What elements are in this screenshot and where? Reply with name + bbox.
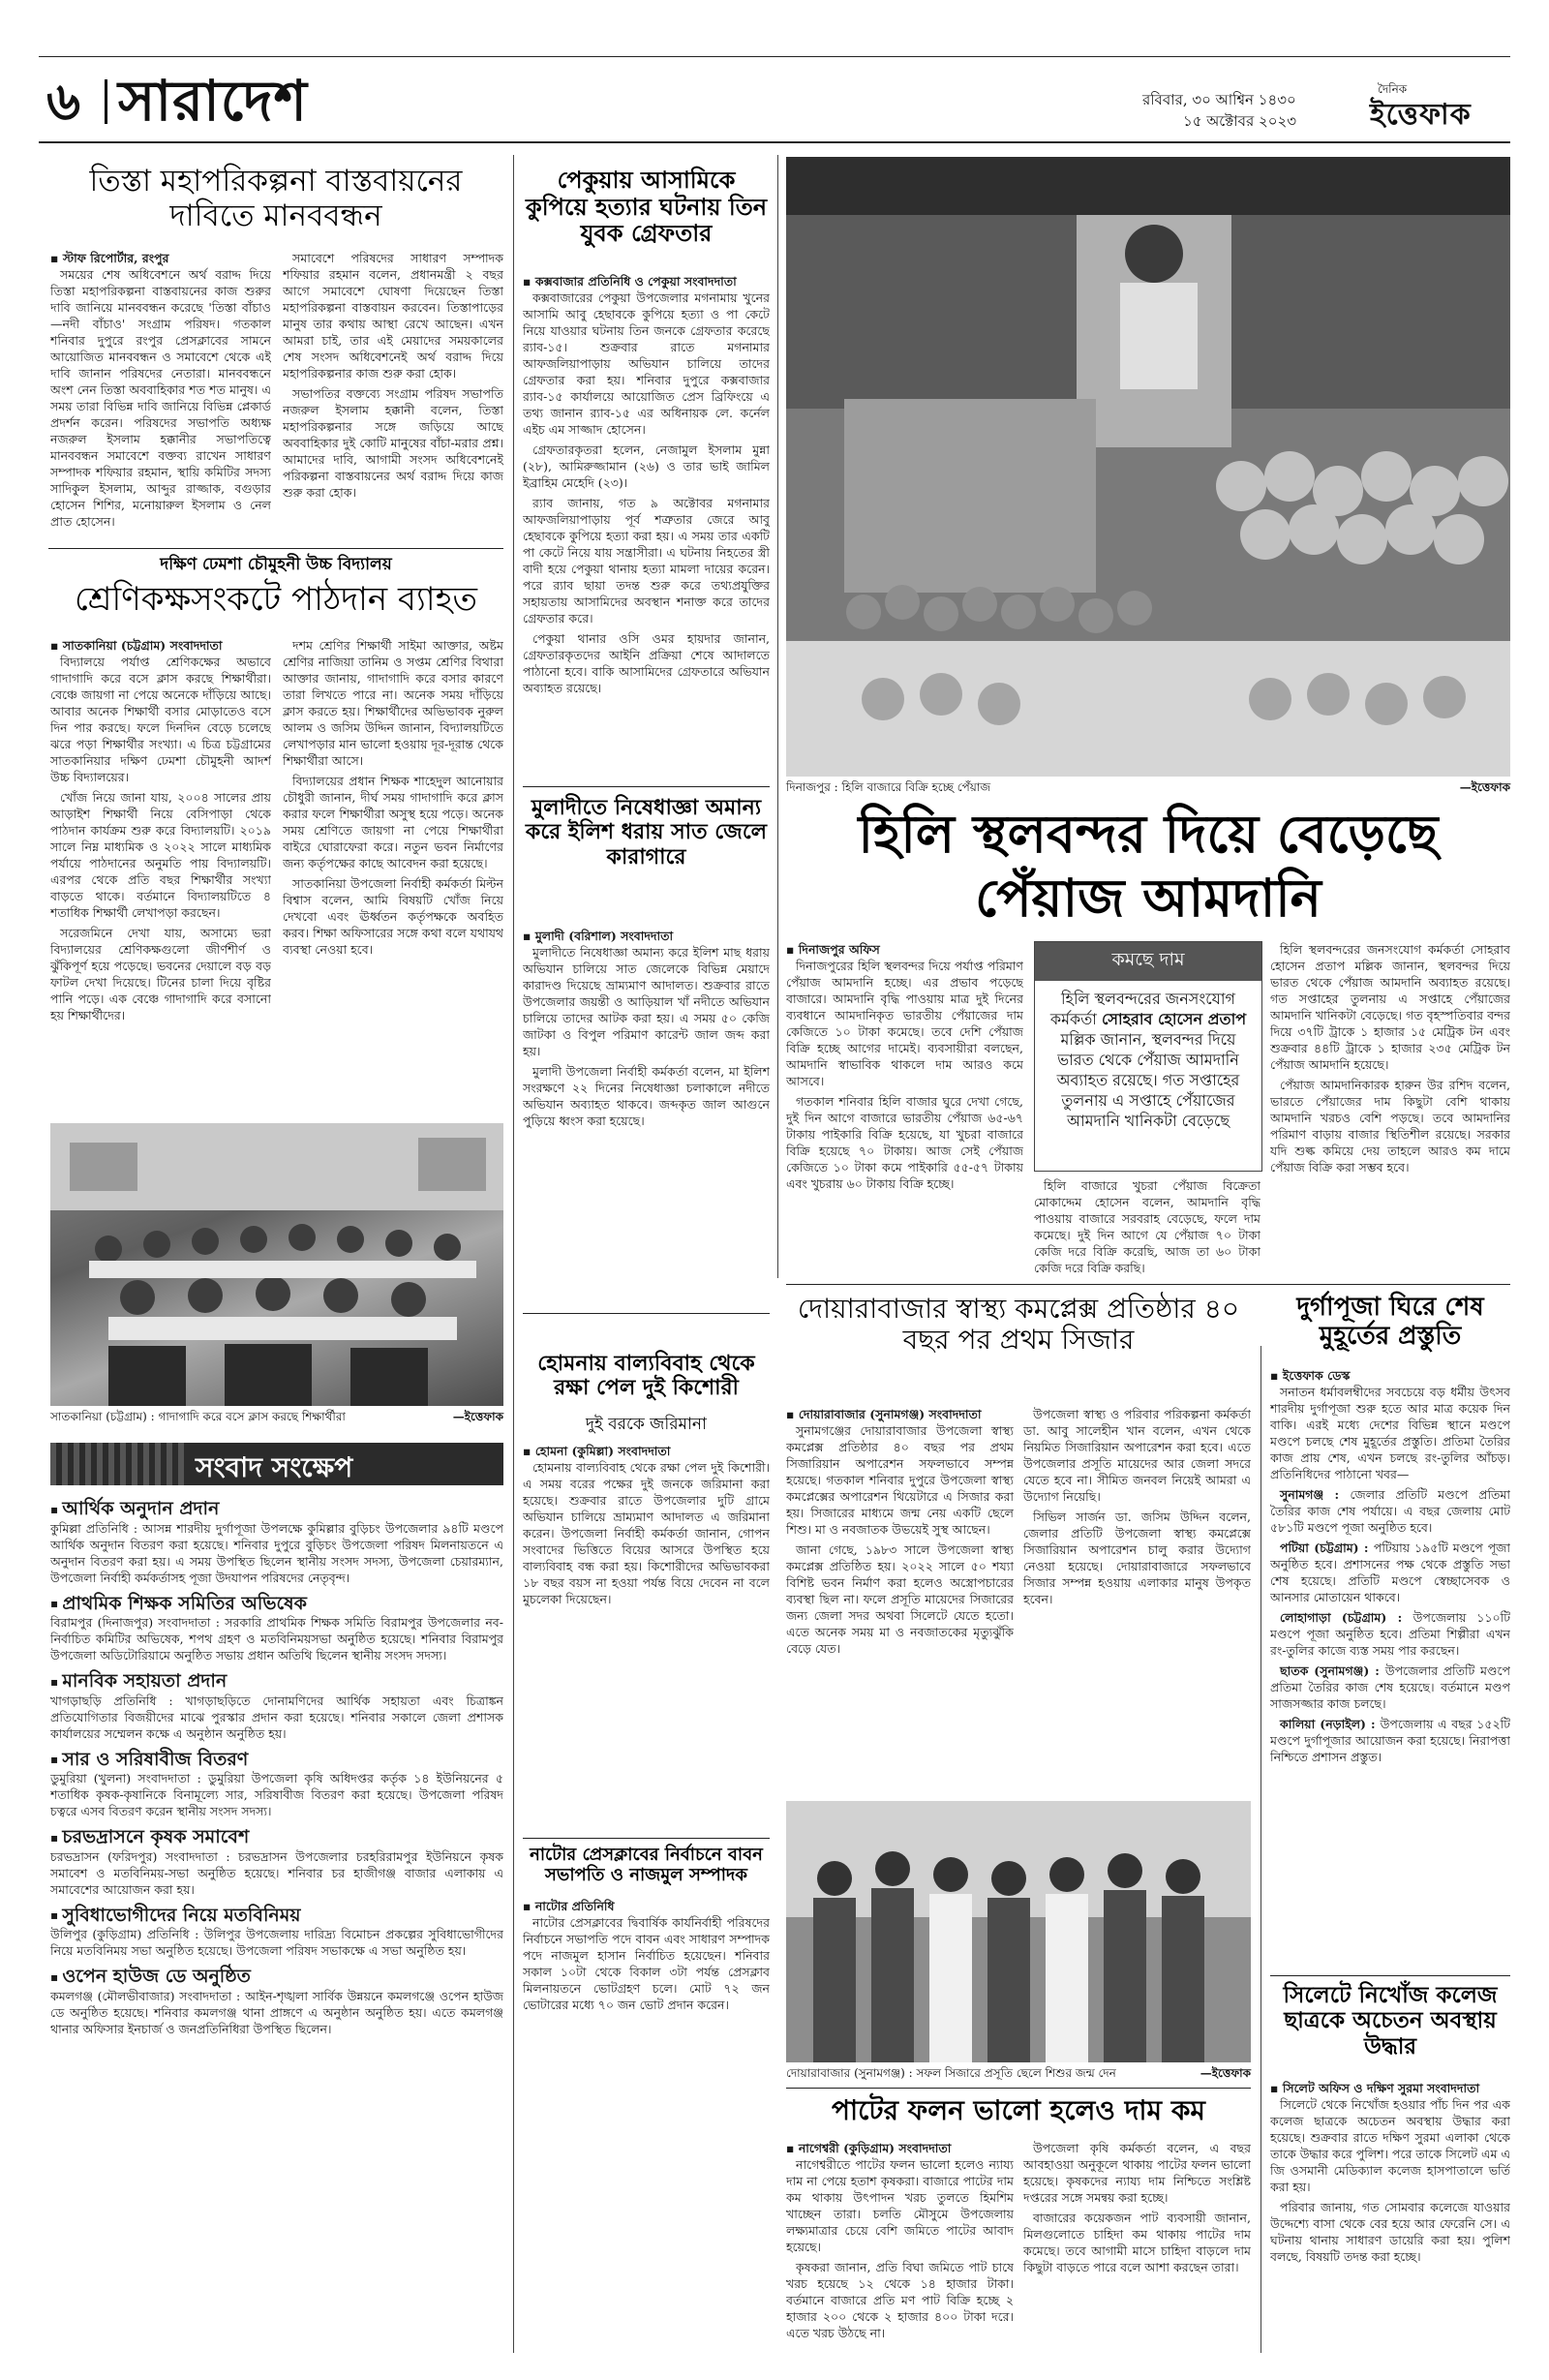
a9-item — [1270, 1540, 1510, 1605]
brief-title: ▪ আর্থিক অনুদান প্রদান — [50, 1501, 503, 1518]
a3-paragraph: কক্সবাজারের পেকুয়া উপজেলার মগনামায় খুনের আসামি আবু হেছাবকে কুপিয়ে হত্যা ও পা কেটে নিয়ে যাওয়ার ঘটনায় তিন জনকে গ্রেফতার করেছে র‍্যাব-১৫। শুক্রবার রাতে মগনামার আফজলিয়াপাড়ায় অভিযান চালিয়ে তাদের গ্রেফতার করা হয়। শনিবার দুপুরে কক্সবাজার র‍্যাব-১৫ কার্যালয়ে আয়োজিত প্রেস ব্রিফিংয়ে এ তথ্য জানান র‍্যাব-১৫ এর অধিনায়ক লে. কর্নেল এইচ এম সাজ্জাদ হোসেন। — [523, 290, 770, 437]
a1-paragraph: সভাপতির বক্তব্যে সংগ্রাম পরিষদ সভাপতি নজরুল ইসলাম হক্কানী বলেন, তিস্তা মহাপরিকল্পনার সঙ্গে জড়িয়ে আছে অববাহিকার দুই কোটি মানুষের বাঁচা-মরার প্রশ্ন। আমাদের দাবি, আগামী সংসদ অধিবেশনেই পরিকল্পনা বাস্তবায়নের অর্থ বরাদ্দ দিয়ে কাজ শুরু করা হোক। — [283, 386, 503, 500]
a8-paragraph: উপজেলা কৃষি কর্মকর্তা বলেন, এ বছর আবহাওয়া অনুকূলে থাকায় পাটের ফলন ভালো হয়েছে। কৃষকদের ন্যায্য দাম নিশ্চিতে সংশ্লিষ্ট দপ্তরের সঙ্গে সমন্বয় করা হচ্ছে। — [1023, 2141, 1251, 2205]
a5-dateline: ▪ হোমনা (কুমিল্লা) সংবাদদাতা — [523, 1444, 671, 1458]
a9-item-text: জেলার প্রতিটি মণ্ডপে প্রতিমা তৈরির কাজ শেষ পর্যায়ে। এ বছর জেলায় মোট ৫৮১টি মণ্ডপে পূজা অনুষ্ঠিত হবে। — [1270, 1487, 1510, 1535]
a8-headline: পাটের ফলন ভালো হলেও দাম কম — [832, 2094, 1205, 2126]
a7-paragraph: উপজেলা স্বাস্থ্য ও পরিবার পরিকল্পনা কর্মকর্তা ডা. আবু সালেহীন খান বলেন, এখন থেকে নিয়মিত সিজারিয়ান অপারেশন করা হবে। এতে উপজেলার প্রসূতি মায়েদের আর জেলা সদরে যেতে হবে না। সীমিত জনবল নিয়েই আমরা এ উদ্যোগ নিয়েছি। — [1023, 1407, 1251, 1504]
a8-top-rule — [786, 2088, 1251, 2089]
a2-body-col2 — [283, 637, 503, 1110]
a3-paragraph: গ্রেফতারকৃতরা হলেন, নেজামুল ইসলাম মুন্না (২৮), আমিরুজ্জামান (২৬) ও তার ভাই জামিল ইব্রাহিম মেহেদি (২৩)। — [523, 442, 770, 490]
onion-caption-text: দিনাজপুর : হিলি বাজারে বিক্রি হচ্ছে পেঁয়াজ — [786, 780, 991, 794]
brief-item — [50, 1592, 503, 1664]
a4-dateline: ▪ মুলাদী (বরিশাল) সংবাদদাতা — [523, 929, 674, 943]
a3-dateline: ▪ কক্সবাজার প্রতিনিধি ও পেকুয়া সংবাদদাতা — [523, 274, 737, 289]
masthead-rule — [39, 141, 1510, 143]
a8-paragraph: নাগেশ্বরীতে পাটের ফলন ভালো হলেও ন্যায্য দাম না পেয়ে হতাশ কৃষকরা। বাজারে পাটের দাম কম থাকায় উৎপাদন খরচ তুলতে হিমশিম খাচ্ছেন তারা। চলতি মৌসুমে উপজেলায় লক্ষ্যমাত্রার চেয়ে বেশি জমিতে পাটের আবাদ হয়েছে। — [786, 2157, 1014, 2254]
lead-paragraph: গতকাল শনিবার হিলি বাজার ঘুরে দেখা গেছে, দুই দিন আগে বাজারে ভারতীয় পেঁয়াজ ৬৫-৬৭ টাকায় পাইকারি বিক্রি হয়েছে, যা খুচরা বাজারে বিক্রি হয়েছে ৭০ টাকায়। আজ সেই পেঁয়াজ কেজিতে ১০ টাকা কমে পাইকারি ৫৫-৫৭ টাকায় এবং খুচরায় ৬০ টাকায় বিক্রি হচ্ছে। — [786, 1094, 1023, 1191]
pull-quote-text — [1035, 981, 1261, 1139]
brief-title: ▪ সার ও সরিষাবীজ বিতরণ — [50, 1752, 503, 1769]
a10-dateline: ▪ সিলেট অফিস ও দক্ষিণ সুরমা সংবাদদাতা — [1270, 2081, 1480, 2095]
a4-paragraph: মুলাদীতে নিষেধাজ্ঞা অমান্য করে ইলিশ মাছ ধরায় অভিযান চালিয়ে সাত জেলেকে বিভিন্ন মেয়াদে কারাদণ্ড দিয়েছে ভ্রাম্যমাণ আদালত। শুক্রবার রাতে উপজেলার জয়ন্তী ও আড়িয়াল খাঁ নদীতে অভিযান চালিয়ে তাদের আটক করা হয়। এ সময় ৫০ কেজি জাটকা ও বিপুল পরিমাণ কারেন্ট জাল জব্দ করা হয়। — [523, 945, 770, 1058]
brief-text: কমলগঞ্জ (মৌলভীবাজার) সংবাদদাতা : আইন-শৃঙ্খলা সার্বিক উন্নয়নে কমলগঞ্জে ওপেন হাউজ ডে অনুষ্ঠিত হয়েছে। শনিবার কমলগঞ্জ থানা প্রাঙ্গণে এ অনুষ্ঠান অনুষ্ঠিত হয়। এতে কমলগঞ্জ থানার অফিসার ইনচার্জ ও জনপ্রতিনিধিরা উপস্থিত ছিলেন। — [50, 1988, 503, 2036]
brief-item — [50, 1748, 503, 1820]
a7-paragraph: সিভিল সার্জন ডা. জসিম উদ্দিন বলেন, জেলার প্রতিটি উপজেলা স্বাস্থ্য কমপ্লেক্সে সিজারিয়ান অপারেশন চালু করার উদ্যোগ নেওয়া হয়েছে। দোয়ারাবাজারে সফলভাবে সিজার সম্পন্ন হওয়ায় এলাকার মানুষ উপকৃত হবেন। — [1023, 1510, 1251, 1606]
paper-logo-small: দৈনিক — [1378, 82, 1408, 96]
hospital-team-photo — [786, 1801, 1251, 2062]
a7-dateline: ▪ দোয়ারাবাজার (সুনামগঞ্জ) সংবাদদাতা — [786, 1407, 982, 1421]
brief-text: খাগড়াছড়ি প্রতিনিধি : খাগড়াছড়িতে দোনামণিদের আর্থিক সহায়তা এবং চিত্রাঙ্কন প্রতিযোগিতার বিজয়ীদের মাঝে পুরস্কার প্রদান করা হয়েছে। শনিবার সকালে জেলা প্রশাসক কার্যালয়ের সম্মেলন কক্ষে এ অনুষ্ঠান অনুষ্ঠিত হয়। — [50, 1693, 503, 1741]
a1-dateline: ▪ স্টাফ রিপোর্টার, রংপুর — [50, 251, 169, 265]
briefs-band-title: সংবাদ সংক্ষেপ — [196, 1451, 353, 1483]
a9-item — [1270, 1663, 1510, 1712]
lead-body — [786, 941, 1023, 1276]
a9-item-head: লোহাগাড়া (চট্টগ্রাম) : — [1280, 1610, 1413, 1625]
a2-paragraph: বিদ্যালয়ে পর্যাপ্ত শ্রেণিকক্ষের অভাবে গাদাগাদি করে বসে ক্লাস করছে শিক্ষার্থীরা। বেঞ্চে জায়গা না পেয়ে অনেকে দাঁড়িয়ে আছে। আবার অনেক শিক্ষার্থী বসার মোড়াতেও বসে দিন পার করছে। ফলে দিনদিন বেড়ে চলেছে ঝরে পড়া শিক্ষার্থীর সংখ্যা। এ চিত্র চট্টগ্রামের সাতকানিয়ার দক্ষিণ ঢেমশা চৌমুহনী আদর্শ উচ্চ বিদ্যালয়ের। — [50, 655, 271, 784]
a1-body-col2 — [283, 250, 503, 540]
brief-item — [50, 1904, 503, 1960]
column-rule-3 — [1260, 1346, 1261, 2353]
brief-item — [50, 1498, 503, 1586]
a9-item-text: পটিয়ায় ১৯৫টি মণ্ডপে পূজা অনুষ্ঠিত হবে। প্রশাসনের পক্ষ থেকে প্রস্তুতি সভা শেষ হয়েছে। প্রতিটি মণ্ডপে স্বেচ্ছাসেবক ও আনসার মোতায়েন থাকবে। — [1270, 1541, 1510, 1604]
brief-item — [50, 1670, 503, 1742]
brief-text: উলিপুর (কুড়িগ্রাম) প্রতিনিধি : উলিপুর উপজেলায় দারিদ্র্য বিমোচন প্রকল্পের সুবিধাভোগীদের নিয়ে মতবিনিময় সভা অনুষ্ঠিত হয়েছে। উপজেলা পরিষদ সভাকক্ষে এ সভা অনুষ্ঠিত হয়। — [50, 1927, 503, 1958]
a8-body-col2 — [1023, 2140, 1251, 2355]
a1-bottom-rule — [48, 548, 503, 549]
a10-paragraph: সিলেটে থেকে নিখোঁজ হওয়ার পাঁচ দিন পর এক কলেজ ছাত্রকে অচেতন অবস্থায় উদ্ধার করা হয়েছে। শুক্রবার রাতে দক্ষিণ সুরমা এলাকা থেকে তাকে উদ্ধার করে পুলিশ। পরে তাকে সিলেট এম এ জি ওসমানী মেডিক্যাল কলেজ হাসপাতালে ভর্তি করা হয়। — [1270, 2097, 1510, 2194]
a3-bottom-rule — [523, 786, 770, 787]
a4-paragraph: মুলাদী উপজেলা নির্বাহী কর্মকর্তা বলেন, মা ইলিশ সংরক্ষণে ২২ দিনের নিষেধাজ্ঞা চলাকালে নদীতে অভিযান অব্যাহত থাকবে। জব্দকৃত জাল আগুনে পুড়িয়ে ধ্বংস করা হয়েছে। — [523, 1064, 770, 1128]
a9-bottom-rule — [1270, 1975, 1510, 1976]
masthead-divider — [105, 79, 107, 124]
pull-quote — [1034, 941, 1262, 1172]
a5-body — [523, 1443, 770, 1830]
page-number: ৬ — [46, 70, 81, 132]
a2-headline: শ্রেণিকক্ষসংকটে পাঠদান ব্যাহত — [75, 580, 477, 619]
a1-paragraph: সমাবেশে পরিষদের সাধারণ সম্পাদক শফিয়ার রহমান বলেন, প্রধানমন্ত্রী ২ বছর আগে সমাবেশে ঘোষণা দিয়েছেন তিস্তা মহাপরিকল্পনা বাস্তবায়ন করবেন। তিস্তাপাড়ের মানুষ তার কথায় আস্থা রেখে আছেন। এখন আমরা চাই, তার এই মেয়াদের সময়কালের শেষ সংসদ অধিবেশনেই অর্থ বরাদ্দ দিয়ে মহাপরিকল্পনার কাজ শুরু করা হোক। — [283, 251, 503, 381]
a1-paragraph: সময়ের শেষ অধিবেশনে অর্থ বরাদ্দ দিয়ে তিস্তা মহাপরিকল্পনা বাস্তবায়নের কাজ শুরুর দাবি জানিয়ে মানববন্ধন করেছে 'তিস্তা বাঁচাও—নদী বাঁচাও' সংগ্রাম পরিষদ। গতকাল শনিবার দুপুরে রংপুর প্রেসক্লাবের সামনে আয়োজিত মানববন্ধন ও সমাবেশে থেকে এই দাবি জানান পরিষদের নেতারা। মানববন্ধনে অংশ নেন তিস্তা অববাহিকার শত শত মানুষ। এ সময় তারা বিভিন্ন দাবি জানিয়ে বিভিন্ন প্লেকার্ড প্রদর্শন করেন। পরিষদের সভাপতি অধ্যক্ষ নজরুল ইসলাম হক্কানীর সভাপতিত্বে মানববন্ধন সমাবেশে বক্তব্য রাখেন সাধারণ সম্পাদক শফিয়ার রহমান, স্থায়ি কমিটির সদস্য সাদিকুল ইসলাম, আব্দুর রাজ্জাক, বগুড়ার হোসেন শিশির, মনোয়ারুল ইসলাম ও নেল প্রাত হোসেন। — [50, 267, 271, 529]
a3-headline: পেকুয়ায় আসামিকে কুপিয়ে হত্যার ঘটনায় তিন যুবক গ্রেফতার — [525, 166, 768, 248]
a2-kicker: দক্ষিণ ঢেমশা চৌমুহনী উচ্চ বিদ্যালয় — [160, 555, 392, 574]
classroom-illustration — [50, 1123, 503, 1406]
team-caption — [786, 2066, 1251, 2081]
classroom-photo — [50, 1123, 503, 1406]
onion-caption — [786, 780, 1510, 795]
a2-body — [50, 637, 271, 1110]
a7-body — [786, 1406, 1014, 1795]
onion-market-illustration — [786, 157, 1510, 777]
column-rule-1 — [513, 155, 514, 2353]
a2-dateline: ▪ সাতকানিয়া (চট্টগ্রাম) সংবাদদাতা — [50, 638, 223, 653]
a7-paragraph: সুনামগঞ্জের দোয়ারাবাজার উপজেলা স্বাস্থ্য কমপ্লেক্স প্রতিষ্ঠার ৪০ বছর পর প্রথম সিজারিয়ান অপারেশন সফলভাবে সম্পন্ন হয়েছে। গতকাল শনিবার দুপুরে উপজেলা স্বাস্থ্য কমপ্লেক্সের অপারেশন থিয়েটারে এ সিজার করা হয়। সিজারের মাধ্যমে জন্ম নেয় একটি ছেলে শিশু। মা ও নবজাতক উভয়েই সুস্থ আছেন। — [786, 1423, 1014, 1537]
lead-paragraph: হিলি বাজারে খুচরা পেঁয়াজ বিক্রেতা মোকাদ্দেম হোসেন বলেন, আমদানি বৃদ্ধি পাওয়ায় বাজারে সরবরাহ বেড়েছে, ফলে দাম কমেছে। দুই দিন আগে যে পেঁয়াজ ৭০ টাকা কেজি দরে বিক্রি করেছি, আজ তা ৬০ টাকা কেজি দরে বিক্রি করছি। — [1034, 1178, 1260, 1275]
pull-quote-bold: সোহরাব হোসেন প্রতাপ — [1101, 1010, 1247, 1028]
a3-paragraph: পেকুয়া থানার ওসি ওমর হায়দার জানান, গ্রেফতারকৃতদের আইনি প্রক্রিয়া শেষে আদালতে পাঠানো হবে। বাকি আসামিদের গ্রেফতারে অভিযান অব্যাহত রয়েছে। — [523, 631, 770, 695]
brief-title: ▪ ওপেন হাউজ ডে অনুষ্ঠিত — [50, 1968, 503, 1986]
lead-paragraph: দিনাজপুরের হিলি স্থলবন্দর দিয়ে পর্যাপ্ত পরিমাণ পেঁয়াজ আমদানি হচ্ছে। এর প্রভাব পড়েছে বাজারে। আমদানি বৃদ্ধি পাওয়ায় মাত্র দুই দিনের ব্যবধানে আমদানিকৃত ভারতীয় পেঁয়াজের দাম কেজিতে ১০ টাকা কমেছে। তবে দেশি পেঁয়াজ বিক্রি হচ্ছে আগের দামেই। ব্যবসায়ীরা বলছেন, আমদানি স্বাভাবিক থাকলে দাম আরও কমে আসবে। — [786, 959, 1023, 1088]
a8-dateline: ▪ নাগেশ্বরী (কুড়িগ্রাম) সংবাদদাতা — [786, 2141, 952, 2155]
a2-paragraph: সাতকানিয়া উপজেলা নির্বাহী কর্মকর্তা মিল্টন বিশ্বাস বলেন, আমি বিষয়টি খোঁজ নিয়ে দেখবো এবং ঊর্ধ্বতন কর্তৃপক্ষকে অবহিত করব। শিক্ষা অফিসারের সঙ্গে কথা বলে যথাযথ ব্যবস্থা নেওয়া হবে। — [283, 876, 503, 957]
a2-paragraph: খোঁজ নিয়ে জানা যায়, ২০০৪ সালের প্রায় আড়াইশ শিক্ষার্থী নিয়ে বেসিপাড়া থেকে পাঠদান কার্যক্রম শুরু করে বিদ্যালয়টি। ২০১৯ সালে নিম্ন মাধ্যমিক ও ২০২২ সালে মাধ্যমিক পর্যায়ে পাঠদানের অনুমতি পায় বিদ্যালয়টি। এরপর থেকে প্রতি বছর শিক্ষার্থীর সংখ্যা বাড়তে থাকে। বর্তমানে বিদ্যালয়টিতে ৪ শতাধিক শিক্ষার্থী লেখাপড়া করছেন। — [50, 790, 271, 920]
masthead-date-bn: রবিবার, ৩০ আশ্বিন ১৪৩০ — [1142, 91, 1296, 108]
brief-title: ▪ চরভদ্রাসনে কৃষক সমাবেশ — [50, 1829, 503, 1846]
brief-text: ডুমুরিয়া (খুলনা) সংবাদদাতা : ডুমুরিয়া উপজেলা কৃষি অধিদপ্তর কর্তৃক ১৪ ইউনিয়নের ৫ শতাধিক কৃষক-কৃষানিকে বিনামূল্যে সার, সরিষাবীজ বিতরণ করা হয়েছে। উপজেলা পরিষদ চত্বরে এসব বিতরণ করেন স্থানীয় সংসদ সদস্য। — [50, 1771, 503, 1818]
a9-body — [1270, 1367, 1510, 1966]
briefs-band-pattern — [50, 1443, 186, 1485]
a10-body — [1270, 2080, 1510, 2355]
briefs-band — [50, 1443, 503, 1485]
a9-item — [1270, 1716, 1510, 1765]
paper-logo — [1370, 81, 1515, 132]
classroom-caption — [50, 1410, 503, 1424]
a5-headline: হোমনায় বাল্যবিবাহ থেকে রক্ষা পেল দুই কিশোরী — [537, 1351, 755, 1401]
team-caption-credit: —ইত্তেফাক — [1200, 2066, 1251, 2080]
a10-paragraph: পরিবার জানায়, গত সোমবার কলেজে যাওয়ার উদ্দেশ্যে বাসা থেকে বের হয়ে আর ফেরেনি সে। এ ঘটনায় থানায় সাধারণ ডায়েরি করা হয়। পুলিশ বলছে, বিষয়টি তদন্ত করা হচ্ছে। — [1270, 2200, 1510, 2264]
a5-paragraph: হোমনায় বাল্যবিবাহ থেকে রক্ষা পেল দুই কিশোরী। এ সময় বরের পক্ষের দুই জনকে জরিমানা করা হয়েছে। শুক্রবার রাতে উপজেলার দুটি গ্রামে অভিযান চালিয়ে ভ্রাম্যমাণ আদালত এ জরিমানা করেন। উপজেলা নির্বাহী কর্মকর্তা জানান, গোপন সংবাদের ভিত্তিতে বিয়ের আসরে উপস্থিত হয়ে বাল্যবিবাহ বন্ধ করা হয়। কিশোরীদের অভিভাবকরা ১৮ বছর বয়স না হওয়া পর্যন্ত বিয়ে দেবেন না বলে মুচলেকা দিয়েছেন। — [523, 1460, 770, 1606]
section-title: সারাদেশ — [118, 68, 308, 134]
a9-item — [1270, 1486, 1510, 1536]
a8-paragraph: কৃষকরা জানান, প্রতি বিঘা জমিতে পাট চাষে খরচ হয়েছে ১২ থেকে ১৪ হাজার টাকা। বর্তমানে বাজারে প্রতি মণ পাট বিক্রি হচ্ছে ২ হাজার ২০০ থেকে ২ হাজার ৪০০ টাকা দরে। এতে খরচ উঠছে না। — [786, 2260, 1014, 2340]
brief-title: ▪ সুবিধাভোগীদের নিয়ে মতবিনিময় — [50, 1907, 503, 1925]
lead-bottom-rule — [786, 1284, 1510, 1285]
a9-item-text: উপজেলার প্রতিটি মণ্ডপে প্রতিমা তৈরির কাজ শেষ হয়েছে। বর্তমানে মণ্ডপ সাজসজ্জার কাজ চলছে। — [1270, 1663, 1510, 1711]
pull-quote-plain: হিলি স্থলবন্দরের জনসংযোগ কর্মকর্তা — [1049, 990, 1236, 1028]
a7-paragraph: জানা গেছে, ১৯৮৩ সালে উপজেলা স্বাস্থ্য কমপ্লেক্স প্রতিষ্ঠিত হয়। ২০২২ সালে ৫০ শয্যা বিশিষ্ট ভবন নির্মাণ করা হলেও অস্ত্রোপচারের ব্যবস্থা ছিল না। ফলে প্রসূতি মায়েদের সিজারের জন্য জেলা সদর অথবা সিলেটে যেতে হতো। এতে অনেক সময় মা ও নবজাতকের মৃত্যুঝুঁকি বেড়ে যেত। — [786, 1542, 1014, 1656]
a4-headline: মুলাদীতে নিষেধাজ্ঞা অমান্য করে ইলিশ ধরায় সাত জেলে কারাগারে — [525, 795, 768, 870]
a1-headline: তিস্তা মহাপরিকল্পনা বাস্তবায়নের দাবিতে মানববন্ধন — [89, 164, 463, 233]
paper-logo-name: ইত্তেফাক — [1370, 98, 1472, 132]
brief-item — [50, 1968, 503, 2037]
brief-text: বিরামপুর (দিনাজপুর) সংবাদদাতা : সরকারি প্রাথমিক শিক্ষক সমিতি বিরামপুর উপজেলার নব-নির্বাচিত কমিটির অভিষেক, শপথ গ্রহণ ও মতবিনিময়সভা অনুষ্ঠিত হয়েছে। শনিবার বিরামপুর উপজেলা অডিটোরিয়ামে অনুষ্ঠিত সভায় প্রধান অতিথি ছিলেন স্থানীয় সংসদ সদস্য। — [50, 1615, 503, 1663]
a6-dateline: ▪ নাটোর প্রতিনিধি — [523, 1899, 615, 1913]
column-rule-2 — [777, 155, 778, 1278]
classroom-caption-text: সাতকানিয়া (চট্টগ্রাম) : গাদাগাদি করে বসে ক্লাস করছে শিক্ষার্থীরা — [50, 1410, 346, 1423]
briefs-list — [50, 1491, 503, 2351]
a9-item — [1270, 1609, 1510, 1659]
lead-body-mid — [1034, 1177, 1260, 1276]
a6-paragraph: নাটোর প্রেসক্লাবের দ্বিবার্ষিক কার্যনির্বাহী পরিষদের নির্বাচনে সভাপতি পদে বাবন এবং সাধারণ সম্পাদক পদে নাজমুল হাসান নির্বাচিত হয়েছেন। শনিবার সকাল ১০টা থেকে বিকাল ৩টা পর্যন্ত প্রেসক্লাব মিলনায়তনে ভোটগ্রহণ চলে। মোট ৭২ জন ভোটারের মধ্যে ৭০ জন ভোট প্রদান করেন। — [523, 1915, 770, 2012]
lead-paragraph: হিলি স্থলবন্দরের জনসংযোগ কর্মকর্তা সোহরাব হোসেন প্রতাপ মল্লিক জানান, স্থলবন্দর দিয়ে ভারত থেকে পেঁয়াজ আমদানি অব্যাহত রয়েছে। গত সপ্তাহের তুলনায় এ সপ্তাহে পেঁয়াজের আমদানি খানিকটা বেড়েছে। গত বৃহস্পতিবার বন্দর দিয়ে ৩৭টি ট্রাকে ১ হাজার ১৫ মেট্রিক টন এবং শুক্রবার ৪৪টি ট্রাকে ১ হাজার ২৩৫ মেট্রিক টন পেঁয়াজ আমদানি হয়েছে। — [1270, 942, 1510, 1072]
brief-text: চরভদ্রাসন (ফরিদপুর) সংবাদদাতা : চরভদ্রাসন উপজেলার চরহরিরামপুর ইউনিয়নে কৃষক সমাবেশ ও মতবিনিময়-সভা অনুষ্ঠিত হয়েছে। শনিবার চর হাজীগঞ্জ বাজার এলাকায় এ সমাবেশের আয়োজন করা হয়। — [50, 1848, 503, 1897]
lead-body-right — [1270, 941, 1510, 1276]
onion-caption-credit: —ইত্তেফাক — [1459, 780, 1510, 794]
a4-bottom-rule — [523, 1313, 770, 1314]
a4-body — [523, 928, 770, 1305]
a9-item-text: উপজেলায় ১১০টি মণ্ডপে পূজা অনুষ্ঠিত হবে। প্রতিমা শিল্পীরা এখন রং-তুলির কাজে ব্যস্ত সময় পার করছেন। — [1270, 1610, 1510, 1658]
a6-body — [523, 1898, 770, 2353]
lead-headline-line1: হিলি স্থলবন্দর দিয়ে বেড়েছে — [858, 803, 1439, 865]
a8-paragraph: বাজারের কয়েকজন পাট ব্যবসায়ী জানান, মিলগুলোতে চাহিদা কম থাকায় পাটের দাম কমেছে। তবে আগামী মাসে চাহিদা বাড়লে দাম কিছুটা বাড়তে পারে বলে আশা করছেন তারা। — [1023, 2211, 1251, 2274]
a5-subhead: দুই বরকে জরিমানা — [586, 1415, 707, 1434]
a3-paragraph: র‍্যাব জানায়, গত ৯ অক্টোবর মগনামার আফজলিয়াপাড়ায় পূর্ব শত্রুতার জেরে আবু হেছাবকে কুপিয়ে হত্যা করা হয়। এ সময় তার একটি পা কেটে নিয়ে যায় সন্ত্রাসীরা। এ ঘটনায় নিহতের স্ত্রী বাদী হয়ে পেকুয়া থানায় হত্যা মামলা দায়ের করেন। পরে র‍্যাব ছায়া তদন্ত শুরু করে তথ্যপ্রযুক্তির সহায়তায় আসামিদের অবস্থান শনাক্ত করে তাদের গ্রেফতার করে। — [523, 496, 770, 626]
a9-paragraph: সনাতন ধর্মাবলম্বীদের সবচেয়ে বড় ধর্মীয় উৎসব শারদীয় দুর্গাপূজা শুরু হতে আর মাত্র কয়েক দিন বাকি। এরই মধ্যে দেশের বিভিন্ন স্থানে মণ্ডপে মণ্ডপে চলছে শেষ মুহূর্তের প্রস্তুতি। প্রতিমা তৈরির কাজ প্রায় শেষ, এখন চলছে রং-তুলির আঁচড়। প্রতিনিধিদের পাঠানো খবর— — [1270, 1385, 1510, 1481]
pull-quote-plain: মল্লিক জানান, স্থলবন্দর দিয়ে ভারত থেকে পেঁয়াজ আমদানি অব্যাহত রয়েছে। গত সপ্তাহের তুলনায় এ সপ্তাহে পেঁয়াজের আমদানি খানিকটা বেড়েছে — [1056, 1030, 1240, 1130]
a2-paragraph: বিদ্যালয়ের প্রধান শিক্ষক শাহেদুল আনোয়ার চৌধুরী জানান, দীর্ঘ সময় গাদাগাদি করে ক্লাস করার ফলে শিক্ষার্থীরা অসুস্থ হয়ে পড়ে। অনেক সময় শ্রেণিতে জায়গা না পেয়ে শিক্ষার্থীরা বাইরে ঘোরাফেরা করে। নতুন ভবন নির্মাণের জন্য কর্তৃপক্ষের কাছে আবেদন করা হয়েছে। — [283, 774, 503, 870]
hospital-team-illustration — [786, 1801, 1251, 2062]
team-caption-text: দোয়ারাবাজার (সুনামগঞ্জ) : সফল সিজারে প্রসূতি ছেলে শিশুর জন্ম দেন — [786, 2066, 1116, 2080]
a10-headline: সিলেটে নিখোঁজ কলেজ ছাত্রকে অচেতন অবস্থায় উদ্ধার — [1283, 1982, 1498, 2060]
onion-photo — [786, 157, 1510, 777]
top-rule — [39, 56, 1510, 57]
pull-quote-title: কমছে দাম — [1035, 942, 1261, 981]
a9-item-text: উপজেলায় এ বছর ১৫২টি মণ্ডপে দুর্গাপূজার আয়োজন করা হয়েছে। নিরাপত্তা নিশ্চিতে প্রশাসন প্রস্তুত। — [1270, 1717, 1510, 1764]
a2-paragraph: সরেজমিনে দেখা যায়, অসাম্যে ভরা বিদ্যালয়ের শ্রেণিকক্ষগুলো জীর্ণশীর্ণ ও ঝুঁকিপূর্ণ হয়ে পড়েছে। ভবনের দেয়ালে বড় বড় ফাটল দেখা দিয়েছে। টিনের চালা দিয়ে বৃষ্টির পানি পড়ে। এক বেঞ্চে গাদাগাদি করে বসানো হয় শিক্ষার্থীদের। — [50, 926, 271, 1022]
brief-text: কুমিল্লা প্রতিনিধি : আসন্ন শারদীয় দুর্গাপূজা উপলক্ষে কুমিল্লার বুড়িচং উপজেলার ৯৪টি মণ্ডপে আর্থিক অনুদান বিতরণ করা হয়েছে। শনিবার দুপুরে বুড়িচং উপজেলা পরিষদ মিলনায়তনে এ অনুদান বিতরণ করা হয়। এ সময় উপস্থিত ছিলেন স্থানীয় সংসদ সদস্য, উপজেলা চেয়ারম্যান, উপজেলা নির্বাহী কর্মকর্তাসহ পূজা উদযাপন পরিষদের নেতৃবৃন্দ। — [50, 1520, 503, 1585]
a1-body — [50, 250, 271, 540]
brief-item — [50, 1826, 503, 1898]
a5-bottom-rule — [523, 1838, 770, 1839]
classroom-caption-credit: —ইত্তেফাক — [452, 1410, 503, 1423]
a9-headline: দুর্গাপূজা ঘিরে শেষ মুহূর্তের প্রস্তুতি — [1296, 1293, 1484, 1351]
a6-headline: নাটোর প্রেসক্লাবের নির্বাচনে বাবন সভাপতি ও নাজমুল সম্পাদক — [530, 1845, 763, 1885]
a9-dateline: ▪ ইত্তেফাক ডেস্ক — [1270, 1368, 1351, 1383]
a2-paragraph: দশম শ্রেণির শিক্ষার্থী সাইমা আক্তার, অষ্টম শ্রেণির নাজিয়া তানিম ও সপ্তম শ্রেণির বিথারা আক্তার জানায়, গাদাগাদি করে বসার কারণে তারা লিখতে পারে না। অনেক সময় দাঁড়িয়ে ক্লাস করতে হয়। শিক্ষার্থীদের অভিভাবক নুরুল আলম ও জসিম উদ্দিন জানান, বিদ্যালয়টিতে লেখাপড়ার মান ভালো হওয়ায় দূর-দূরান্ত থেকে শিক্ষার্থীরা আসে। — [283, 638, 503, 768]
a8-body — [786, 2140, 1014, 2355]
a9-item-head: সুনামগঞ্জ : — [1280, 1487, 1351, 1502]
lead-paragraph: পেঁয়াজ আমদানিকারক হারুন উর রশিদ বলেন, ভারতে পেঁয়াজের দাম কিছুটা বেশি থাকায় আমদানি খরচও বেশি পড়ছে। তবে আমদানির পরিমাণ বাড়ায় বাজার স্থিতিশীল রয়েছে। সরকার যদি শুল্ক কমিয়ে দেয় তাহলে আরও কম দামে পেঁয়াজ বিক্রি করা সম্ভব হবে। — [1270, 1078, 1510, 1175]
a3-body — [523, 273, 770, 777]
a9-item-head: কালিয়া (নড়াইল) : — [1280, 1717, 1381, 1731]
a7-headline: দোয়ারাবাজার স্বাস্থ্য কমপ্লেক্স প্রতিষ্ঠার ৪০ বছর পর প্রথম সিজার — [797, 1293, 1240, 1357]
a7-body-col2 — [1023, 1406, 1251, 1795]
lead-dateline: ▪ দিনাজপুর অফিস — [786, 942, 880, 957]
brief-title: ▪ মানবিক সহায়তা প্রদান — [50, 1673, 503, 1691]
brief-title: ▪ প্রাথমিক শিক্ষক সমিতির অভিষেক — [50, 1596, 503, 1613]
lead-headline-line2: পেঁয়াজ আমদানি — [975, 867, 1321, 929]
a9-item-head: পটিয়া (চট্টগ্রাম) : — [1280, 1541, 1374, 1555]
masthead-date-en: ১৫ অক্টোবর ২০২৩ — [1183, 112, 1297, 130]
a9-item-head: ছাতক (সুনামগঞ্জ) : — [1280, 1663, 1385, 1678]
